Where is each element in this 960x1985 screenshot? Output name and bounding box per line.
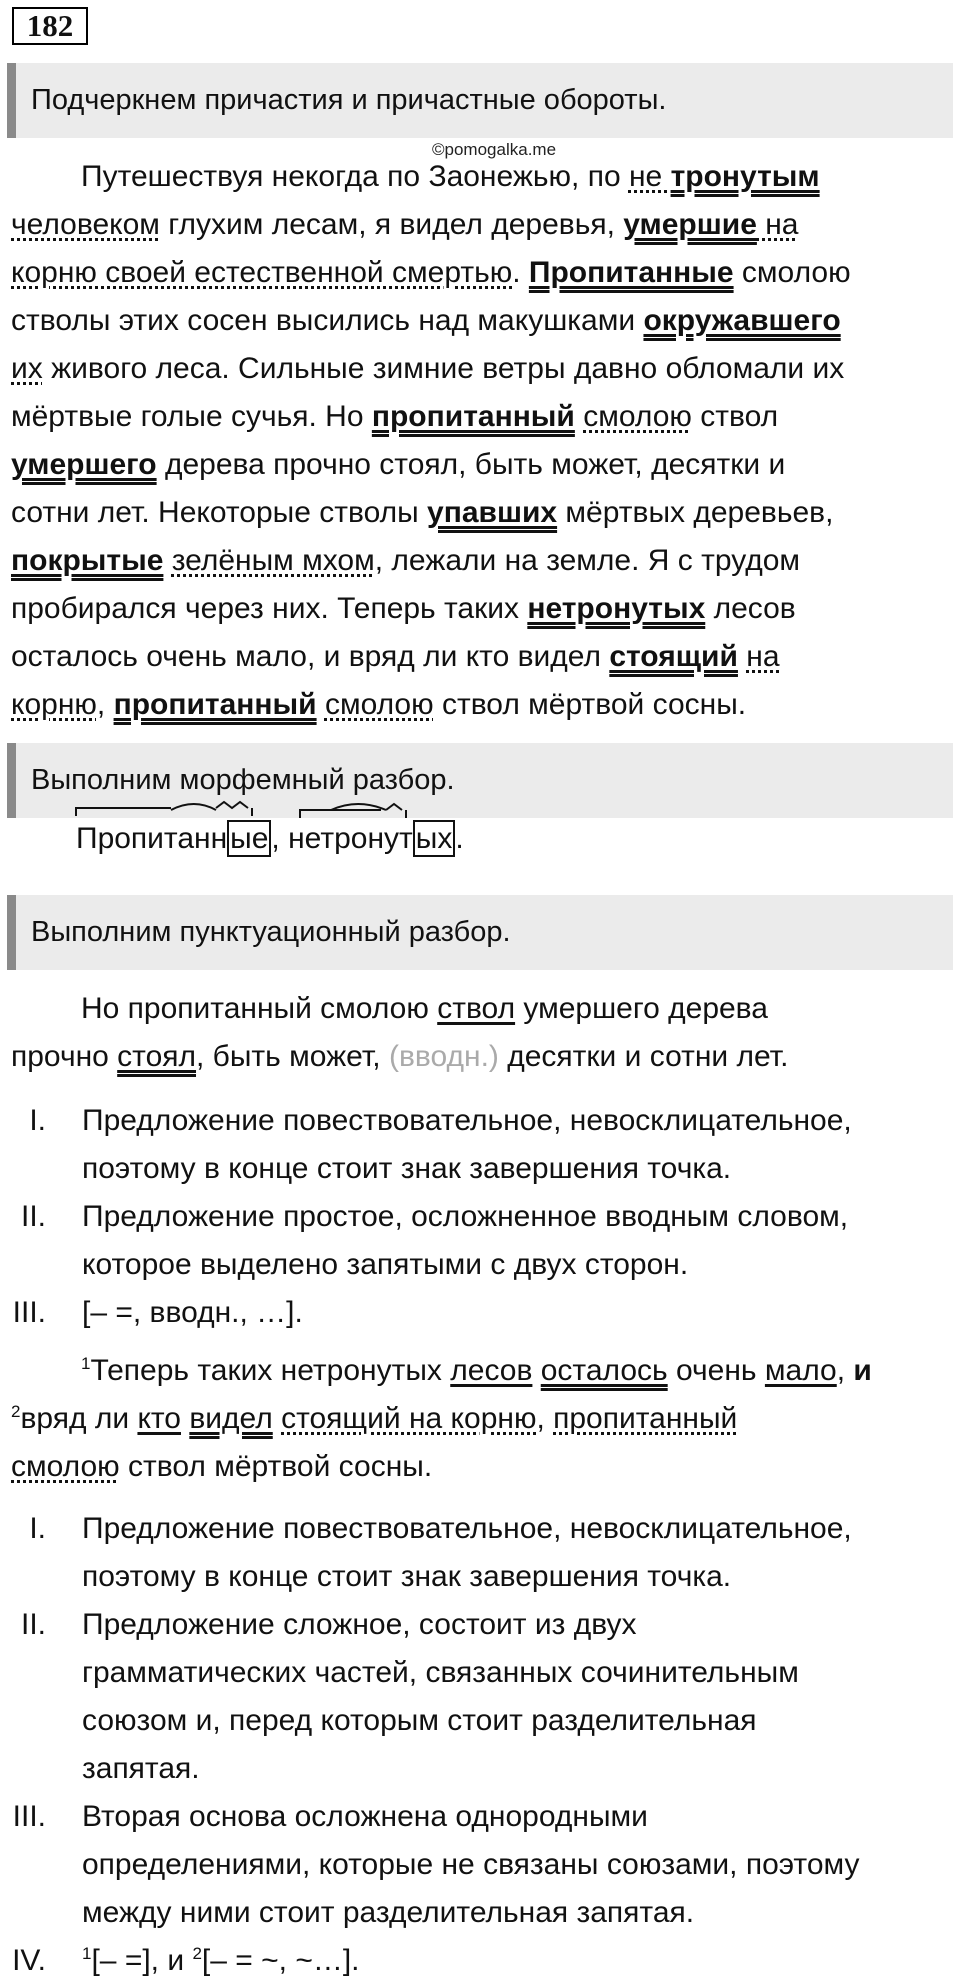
text-line: Но пропитанный смолою ствол умершего дерева bbox=[81, 992, 768, 1025]
word-stem: Пропитанн bbox=[76, 822, 228, 855]
word-ending: ые bbox=[227, 820, 271, 857]
word-stem: нетронут bbox=[288, 822, 413, 855]
text-line: осталось очень мало, и вряд ли кто видел стоящий на bbox=[11, 640, 780, 673]
text-line: стволы этих сосен высились над макушками окружавшего bbox=[11, 304, 841, 337]
text-line: сотни лет. Некоторые стволы упавших мёртвых деревьев, bbox=[11, 496, 834, 529]
section-title: Выполним пунктуационный разбор. bbox=[31, 916, 511, 948]
text-line: $^2$вряд ли кто видел стоящий на корню, пропитанный bbox=[11, 1402, 738, 1435]
sentence-1 bbox=[11, 985, 951, 1081]
list-item: II. Предложение сложное, состоит из двух грамматических частей, связанных сочинительным союзом и, перед которым стоит разделительная запятая. bbox=[20, 1608, 799, 1785]
section-header-punctuation bbox=[7, 895, 953, 970]
morpheme-marks bbox=[76, 800, 496, 824]
watermark: ©pomogalka.me bbox=[432, 140, 557, 159]
text-line: мёртвые голые сучья. Но пропитанный смолою ствол bbox=[11, 400, 779, 433]
text-line: прочно стоял, быть может, (вводн.) десятки и сотни лет. bbox=[11, 1040, 789, 1073]
list-item: II. Предложение простое, осложненное вводным словом, которое выделено запятыми с двух сторон. bbox=[20, 1200, 849, 1281]
task-number: 182 bbox=[12, 7, 88, 45]
text-line: Путешествуя некогда по Заонежью, по не тронутым bbox=[81, 160, 820, 193]
text-line: корню своей естественной смертью. Пропитанные смолою bbox=[11, 256, 851, 289]
word-ending: ых bbox=[413, 820, 456, 857]
sentence-2 bbox=[11, 1347, 951, 1491]
section-title: Выполним морфемный разбор. bbox=[31, 764, 455, 796]
text-line: корню, пропитанный смолою ствол мёртвой сосны. bbox=[11, 688, 747, 721]
section-title: Подчеркнем причастия и причастные обороты. bbox=[31, 84, 667, 116]
text-line: $^1$Теперь таких нетронутых лесов осталось очень мало, и bbox=[81, 1354, 872, 1387]
list-item: III. Вторая основа осложнена однородными определениями, которые не связаны союзами, поэтому между ними стоит разделительная запятая. bbox=[12, 1800, 860, 1929]
text-line: человеком глухим лесам, я видел деревья, умершие на bbox=[11, 208, 799, 241]
list-item: I. Предложение повествовательное, невосклицательное, поэтому в конце стоит знак завершения точка. bbox=[29, 1512, 852, 1593]
list-item: III. [– =, вводн., …]. bbox=[12, 1296, 303, 1329]
analysis-list-1 bbox=[0, 1097, 960, 1337]
text-line: смолою ствол мёртвой сосны. bbox=[11, 1450, 433, 1483]
text-line: умершего дерева прочно стоял, быть может, десятки и bbox=[11, 448, 786, 481]
separator: , bbox=[271, 822, 289, 855]
list-item-scheme: IV. $^1$[– =], и $^2$[– = ~, ~…]. bbox=[12, 1944, 360, 1977]
main-text bbox=[11, 153, 951, 729]
list-item: I. Предложение повествовательное, невосклицательное, поэтому в конце стоит знак завершения точка. bbox=[29, 1104, 852, 1185]
text-line: их живого леса. Сильные зимние ветры давно обломали их bbox=[11, 352, 845, 385]
period: . bbox=[455, 822, 464, 855]
analysis-list-2 bbox=[0, 1505, 960, 1985]
morpheme-analysis bbox=[76, 822, 464, 856]
section-header-participles bbox=[7, 63, 953, 138]
text-line: покрытые зелёным мхом, лежали на земле. Я с трудом bbox=[11, 544, 801, 577]
text-line: пробирался через них. Теперь таких нетронутых лесов bbox=[11, 592, 796, 625]
